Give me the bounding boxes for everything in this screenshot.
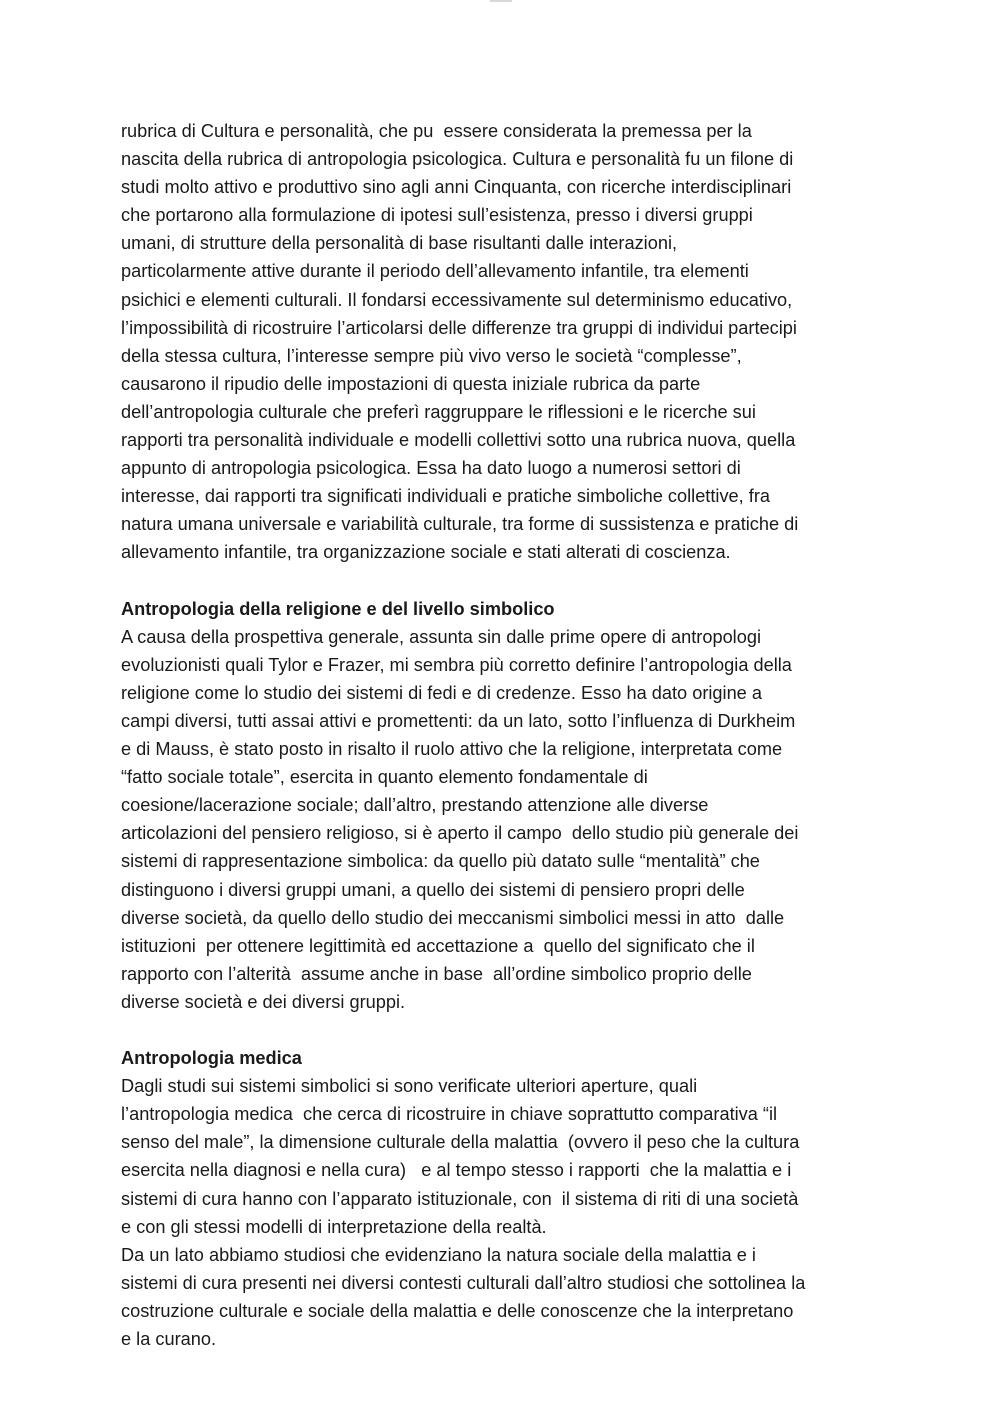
text-line: rapporto con l’alterità assume anche in base all’ordine simbolico proprio delle <box>121 963 752 984</box>
header-mark <box>490 0 512 2</box>
text-line: e di Mauss, è stato posto in risalto il ruolo attivo che la religione, interpretata come <box>121 739 783 760</box>
text-line: sistemi di rappresentazione simbolica: da quello più datato sulle “mentalità” che <box>121 851 760 872</box>
text-line: interesse, dai rapporti tra significati individuali e pratiche simboliche collettive, fra <box>121 486 770 507</box>
text-line: della stessa cultura, l’interesse sempre più vivo verso le società “complesse”, <box>121 345 742 366</box>
text-line: psichici e elementi culturali. Il fondarsi eccessivamente sul determinismo educativo, <box>121 289 793 310</box>
text-line: studi molto attivo e produttivo sino agli anni Cinquanta, con ricerche interdisciplinari <box>121 177 792 198</box>
text-line: sistemi di cura hanno con l’apparato istituzionale, con il sistema di riti di una società <box>121 1188 799 1209</box>
text-line: articolazioni del pensiero religioso, si è aperto il campo dello studio più generale dei <box>121 823 799 844</box>
medical-section <box>121 1044 921 1353</box>
section-heading-medical: Antropologia medica <box>121 1048 302 1069</box>
intro-paragraph <box>121 117 921 567</box>
text-line: natura umana universale e variabilità culturale, tra forme di sussistenza e pratiche di <box>121 514 799 535</box>
text-line: appunto di antropologia psicologica. Essa ha dato luogo a numerosi settori di <box>121 458 741 479</box>
text-line: Dagli studi sui sistemi simbolici si sono verificate ulteriori aperture, quali <box>121 1076 698 1097</box>
text-line: campi diversi, tutti assai attivi e promettenti: da un lato, sotto l’influenza di Durkheim <box>121 710 796 731</box>
text-line: nascita della rubrica di antropologia psicologica. Cultura e personalità fu un filone di <box>121 149 794 170</box>
text-line: dell’antropologia culturale che preferì raggruppare le riflessioni e le ricerche sui <box>121 401 756 422</box>
text-line: allevamento infantile, tra organizzazione sociale e stati alterati di coscienza. <box>121 542 731 563</box>
text-line: causarono il ripudio delle impostazioni di questa iniziale rubrica da parte <box>121 373 701 394</box>
section-spacer <box>121 1016 921 1044</box>
text-line: Da un lato abbiamo studiosi che evidenziano la natura sociale della malattia e i <box>121 1244 756 1265</box>
text-line: e con gli stessi modelli di interpretazione della realtà. <box>121 1216 547 1237</box>
text-line: umani, di strutture della personalità di base risultanti dalle interazioni, <box>121 233 678 254</box>
text-line: coesione/lacerazione sociale; dall’altro, prestando attenzione alle diverse <box>121 795 709 816</box>
section-heading-religion: Antropologia della religione e del livello simbolico <box>121 598 555 619</box>
text-line: costruzione culturale e sociale della malattia e delle conoscenze che la interpretano <box>121 1300 794 1321</box>
text-line: “fatto sociale totale”, esercita in quanto elemento fondamentale di <box>121 767 648 788</box>
text-line: evoluzionisti quali Tylor e Frazer, mi sembra più corretto definire l’antropologia della <box>121 654 792 675</box>
text-line: rapporti tra personalità individuale e modelli collettivi sotto una rubrica nuova, quella <box>121 430 796 451</box>
religion-section <box>121 595 921 1016</box>
text-line: l’impossibilità di ricostruire l’articolarsi delle differenze tra gruppi di individui partecipi <box>121 317 797 338</box>
section-spacer <box>121 567 921 595</box>
text-line: diverse società, da quello dello studio dei meccanismi simbolici messi in atto dalle <box>121 907 785 928</box>
text-line: A causa della prospettiva generale, assunta sin dalle prime opere di antropologi <box>121 626 761 647</box>
text-line: particolarmente attive durante il periodo dell’allevamento infantile, tra elementi <box>121 261 749 282</box>
text-line: senso del male”, la dimensione culturale della malattia (ovvero il peso che la cultura <box>121 1132 800 1153</box>
text-line: istituzioni per ottenere legittimità ed accettazione a quello del significato che il <box>121 935 755 956</box>
text-line: religione come lo studio dei sistemi di fedi e di credenze. Esso ha dato origine a <box>121 682 762 703</box>
text-line: e la curano. <box>121 1329 217 1350</box>
text-line: diverse società e dei diversi gruppi. <box>121 991 406 1012</box>
text-line: che portarono alla formulazione di ipotesi sull’esistenza, presso i diversi gruppi <box>121 205 753 226</box>
text-line: sistemi di cura presenti nei diversi contesti culturali dall’altro studiosi che sottolinea la <box>121 1272 806 1293</box>
text-line: esercita nella diagnosi e nella cura) e al tempo stesso i rapporti che la malattia e i <box>121 1160 792 1181</box>
text-line: rubrica di Cultura e personalità, che pu essere considerata la premessa per la <box>121 121 752 141</box>
document-body <box>121 117 921 1353</box>
text-line: distinguono i diversi gruppi umani, a quello dei sistemi di pensiero propri delle <box>121 879 745 900</box>
text-line: l’antropologia medica che cerca di ricostruire in chiave soprattutto comparativa “il <box>121 1104 778 1125</box>
